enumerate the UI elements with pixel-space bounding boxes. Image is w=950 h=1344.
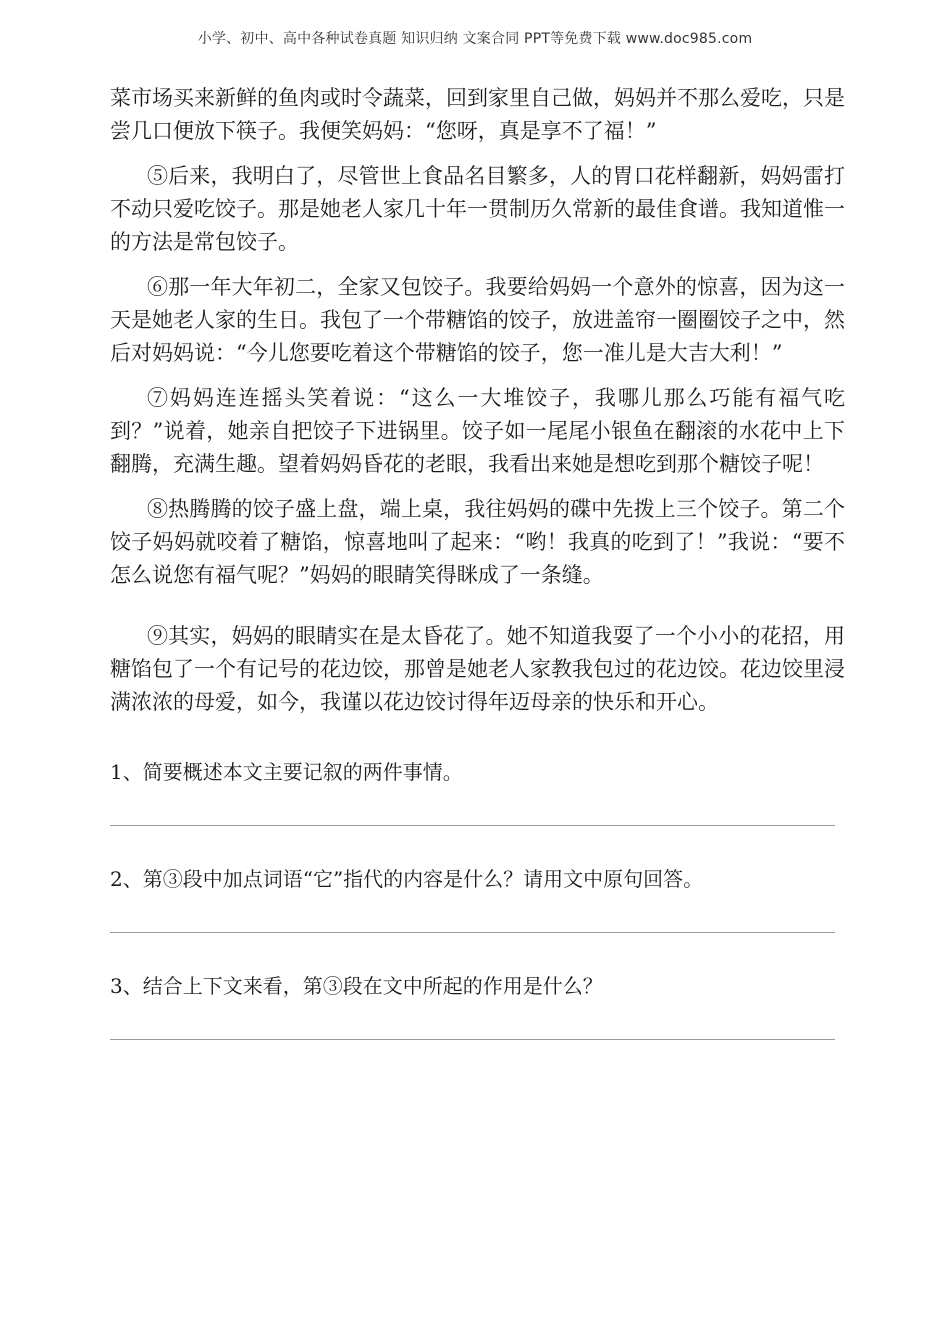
question-block-2 (110, 864, 845, 933)
question-2: 2、第③段中加点词语“它”指代的内容是什么？请用文中原句回答。 (110, 867, 704, 891)
question-block-1 (110, 757, 845, 826)
paragraph-6: ⑥那一年大年初二，全家又包饺子。我要给妈妈一个意外的惊喜，因为这一天是她老人家的生日。我包了一个带糖馅的饺子，放进盖帘一圈圈饺子之中，然后对妈妈说：“今儿您要吃着这个带糖馅的饺子，您一准儿是大吉大利！” (110, 275, 845, 365)
paragraph-8: ⑧热腾腾的饺子盛上盘，端上桌，我往妈妈的碟中先拨上三个饺子。第二个饺子妈妈就咬着了糖馅，惊喜地叫了起来：“哟！我真的吃到了！”我说：“要不怎么说您有福气呢？”妈妈的眼睛笑得眯成了一条缝。 (110, 497, 845, 587)
question-1: 1、简要概述本文主要记叙的两件事情。 (110, 760, 463, 784)
paragraph-7: ⑦妈妈连连摇头笑着说：“这么一大堆饺子，我哪儿那么巧能有福气吃到？”说着，她亲自把饺子下进锅里。饺子如一尾尾小银鱼在翻滚的水花中上下翻腾，充满生趣。望着妈妈昏花的老眼，我看出来她是想吃到那个糖饺子呢！ (110, 386, 845, 476)
question-block-3 (110, 971, 845, 1040)
answer-line-1[interactable] (110, 825, 835, 826)
paragraph-5: ⑤后来，我明白了，尽管世上食品名目繁多，人的胃口花样翻新，妈妈雷打不动只爱吃饺子。那是她老人家几十年一贯制历久常新的最佳食谱。我知道惟一的方法是常包饺子。 (110, 164, 845, 254)
paragraph-9: ⑨其实，妈妈的眼睛实在是太昏花了。她不知道我耍了一个小小的花招，用糖馅包了一个有记号的花边饺，那曾是她老人家教我包过的花边饺。花边饺里浸满浓浓的母爱，如今，我谨以花边饺讨得年迈母亲的快乐和开心。 (110, 624, 845, 714)
paragraph-continued: 菜市场买来新鲜的鱼肉或时令蔬菜，回到家里自己做，妈妈并不那么爱吃，只是尝几口便放下筷子。我便笑妈妈：“您呀，真是享不了福！” (110, 86, 845, 143)
document-body (110, 82, 845, 1040)
question-3: 3、结合上下文来看，第③段在文中所起的作用是什么？ (110, 974, 603, 998)
page-header: 小学、初中、高中各种试卷真题 知识归纳 文案合同 PPT等免费下载 www.doc985.com (197, 31, 753, 47)
answer-line-3[interactable] (110, 1039, 835, 1040)
answer-line-2[interactable] (110, 932, 835, 933)
